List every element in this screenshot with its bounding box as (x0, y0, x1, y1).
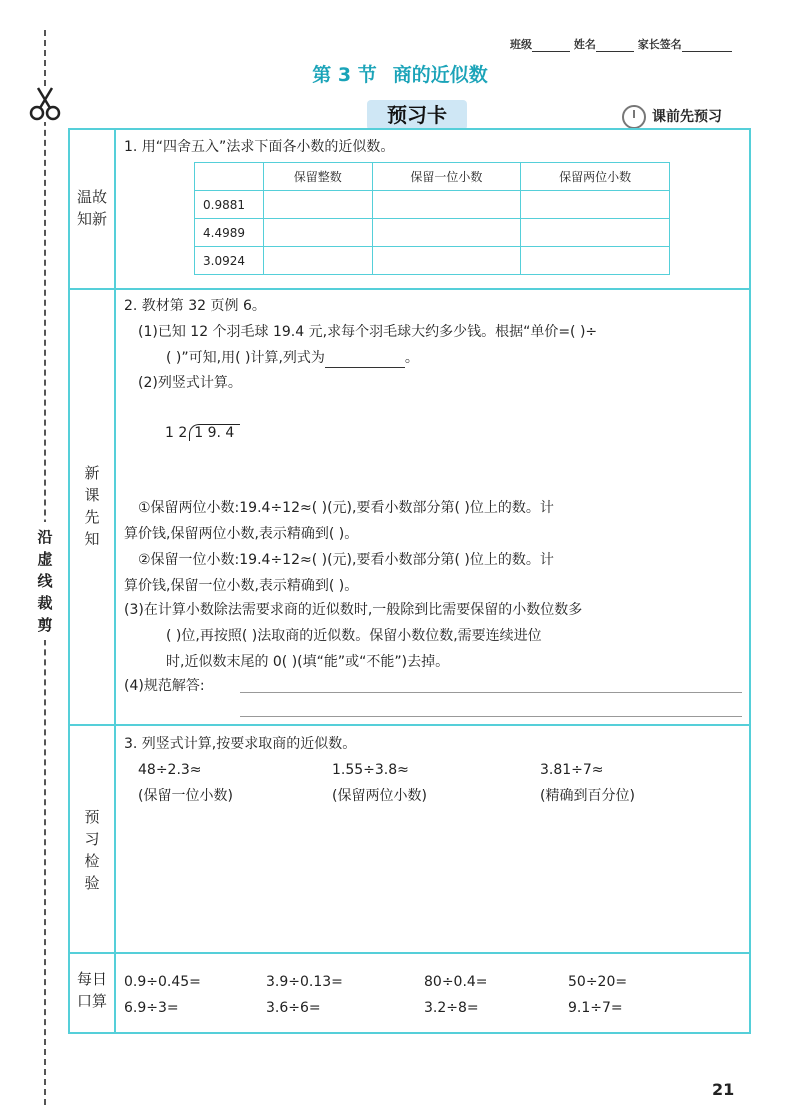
question-3: 3. 列竖式计算,按要求取商的近似数。 (124, 736, 357, 752)
side-label-review-1: 温故 (76, 188, 107, 206)
mental-math-item: 80÷0.4= (424, 974, 488, 990)
side-label-char: 知 (84, 530, 100, 548)
preview-badge (622, 104, 722, 130)
alarm-clock-icon (622, 105, 646, 129)
parent-sign-blank[interactable] (682, 51, 732, 52)
problem-3-expr: 3.81÷7≈ (540, 762, 604, 778)
question-1: 1. 用“四舍五入”法求下面各小数的近似数。 (124, 139, 395, 155)
part-2: (2)列竖式计算。 (138, 375, 242, 391)
part-1-line-2 (166, 348, 419, 368)
name-label: 姓名 (573, 38, 596, 51)
problem-1-req: (保留一位小数) (138, 788, 233, 804)
cut-label: 沿虚线裁剪 (32, 522, 58, 640)
case-2-line-1: ②保留一位小数:19.4÷12≈( )(元),要看小数部分第( )位上的数。计 (138, 552, 554, 568)
side-label-review (70, 186, 114, 230)
problem-1-expr: 48÷2.3≈ (138, 762, 202, 778)
side-label-char: 验 (84, 874, 100, 892)
section-title (0, 60, 800, 87)
mental-math-item: 0.9÷0.45= (124, 974, 201, 990)
divider-3 (68, 952, 751, 954)
side-label-char: 习 (84, 830, 100, 848)
side-label-daily (70, 968, 114, 1012)
table-corner (195, 163, 264, 191)
answer-cell[interactable] (521, 191, 670, 219)
row-number: 3.0924 (195, 247, 264, 275)
table-header-row (195, 163, 670, 191)
column-header: 保留两位小数 (521, 163, 670, 191)
divider-1 (68, 288, 751, 290)
answer-cell[interactable] (372, 219, 521, 247)
side-label-check (70, 806, 114, 894)
mental-math-item: 50÷20= (568, 974, 628, 990)
card-title: 预习卡 (367, 100, 467, 130)
class-label: 班级 (510, 38, 532, 51)
scissors-icon (28, 86, 62, 122)
case-2-line-2: 算价钱,保留一位小数,表示精确到( )。 (124, 578, 359, 594)
dividend: 1 9. 4 (189, 424, 240, 441)
part-3-line-2: ( )位,再按照( )法取商的近似数。保留小数位数,需要连续进位 (166, 628, 542, 644)
problem-2-req: (保留两位小数) (332, 788, 427, 804)
divider-2 (68, 724, 751, 726)
part-3-line-3: 时,近似数末尾的 0( )(填“能”或“不能”)去掉。 (166, 654, 450, 670)
side-label-char: 检 (84, 852, 100, 870)
page-number: 21 (712, 1080, 735, 1099)
answer-cell[interactable] (521, 219, 670, 247)
side-label-char: 预 (84, 808, 100, 826)
answer-cell[interactable] (372, 247, 521, 275)
answer-cell[interactable] (264, 219, 373, 247)
part-3-line-1: (3)在计算小数除法需要求商的近似数时,一般除到比需要保留的小数位数多 (124, 602, 583, 618)
column-header: 保留整数 (264, 163, 373, 191)
section-name: 商的近似数 (392, 64, 488, 86)
mental-math-item: 3.9÷0.13= (266, 974, 343, 990)
side-label-char: 课 (84, 486, 100, 504)
column-header: 保留一位小数 (372, 163, 521, 191)
divisor: 1 2 (165, 425, 188, 441)
part-1-line-1: (1)已知 12 个羽毛球 19.4 元,求每个羽毛球大约多少钱。根据“单价=( )÷ (138, 324, 598, 340)
parent-sign-label: 家长签名 (637, 38, 682, 51)
part-1-line-2b: 。 (404, 350, 419, 366)
mental-math-item: 3.2÷8= (424, 1000, 479, 1016)
mental-math-item: 9.1÷7= (568, 1000, 623, 1016)
side-label-daily-2: 口算 (76, 992, 107, 1010)
side-label-daily-1: 每日 (76, 970, 107, 988)
problem-3-req: (精确到百分位) (540, 788, 635, 804)
section-number: 第 3 节 (312, 64, 377, 86)
expression-blank[interactable] (325, 367, 405, 368)
side-label-review-2: 知新 (76, 210, 107, 228)
student-info (510, 36, 732, 52)
mental-math-item: 6.9÷3= (124, 1000, 179, 1016)
case-1-line-2: 算价钱,保留两位小数,表示精确到( )。 (124, 526, 359, 542)
answer-line-2[interactable] (240, 716, 742, 717)
answer-cell[interactable] (264, 191, 373, 219)
class-blank[interactable] (532, 51, 570, 52)
approx-table (194, 162, 670, 275)
problem-2-expr: 1.55÷3.8≈ (332, 762, 409, 778)
preview-badge-text: 课前先预习 (652, 109, 722, 125)
name-blank[interactable] (596, 51, 634, 52)
table-row (195, 191, 670, 219)
row-number: 4.4989 (195, 219, 264, 247)
answer-line-1[interactable] (240, 692, 742, 693)
case-1-line-1: ①保留两位小数:19.4÷12≈( )(元),要看小数部分第( )位上的数。计 (138, 500, 554, 516)
table-row (195, 219, 670, 247)
long-division (165, 424, 240, 441)
side-label-new-lesson (70, 462, 114, 550)
side-label-char: 先 (84, 508, 100, 526)
question-2: 2. 教材第 32 页例 6。 (124, 298, 266, 314)
row-number: 0.9881 (195, 191, 264, 219)
label-column-divider (114, 128, 116, 1034)
answer-cell[interactable] (264, 247, 373, 275)
answer-cell[interactable] (372, 191, 521, 219)
mental-math-item: 3.6÷6= (266, 1000, 321, 1016)
side-label-char: 新 (84, 464, 100, 482)
table-row (195, 247, 670, 275)
part-4: (4)规范解答: (124, 678, 205, 694)
part-1-line-2a: ( )”可知,用( )计算,列式为 (166, 350, 325, 366)
answer-cell[interactable] (521, 247, 670, 275)
